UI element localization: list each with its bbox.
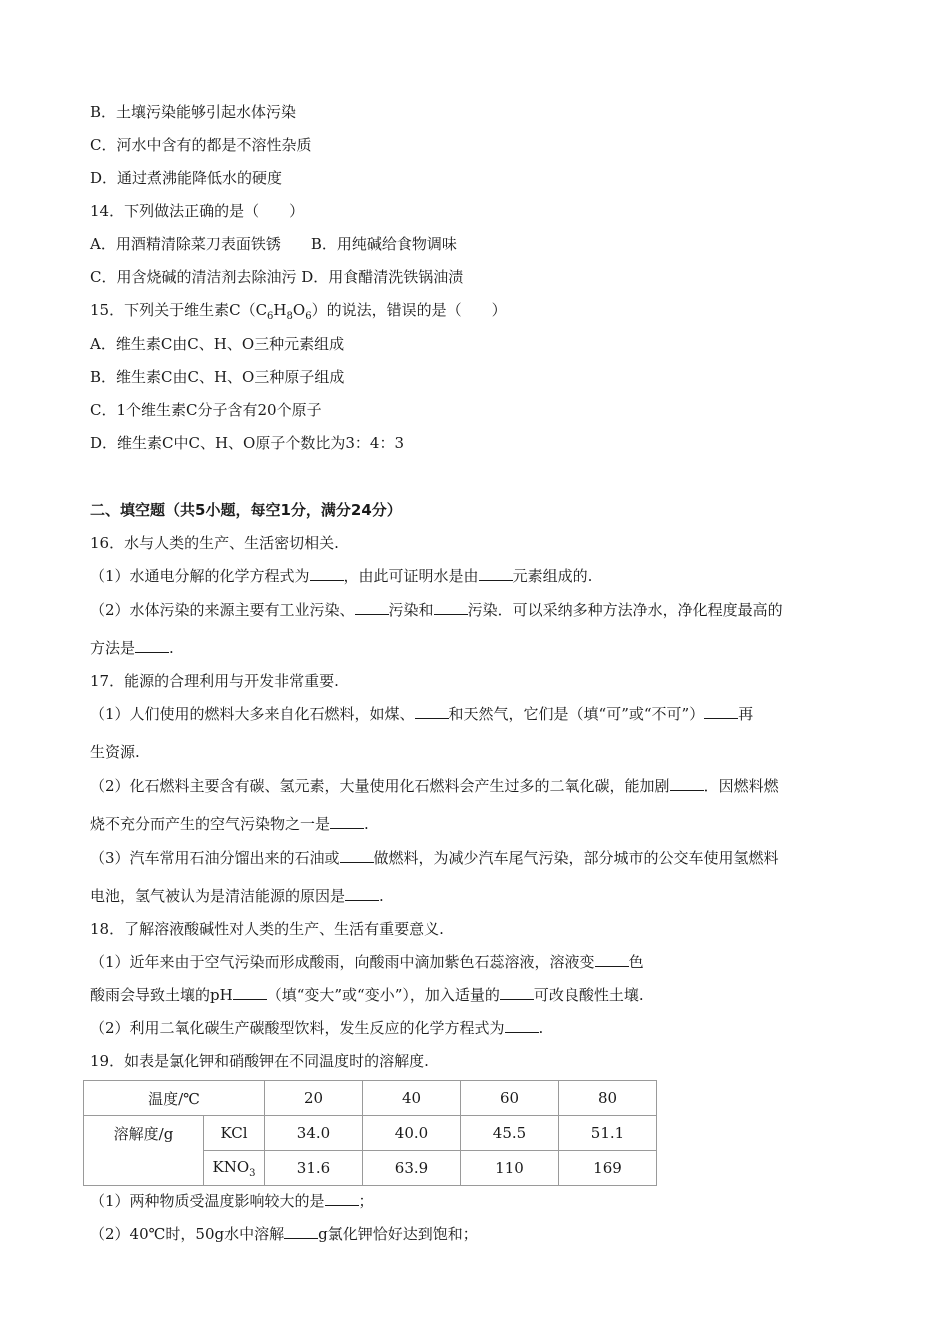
table-row-label-kno3: [204, 1151, 265, 1186]
q15-sub-h: 8: [286, 311, 293, 322]
kno3-text: KNO: [212, 1157, 250, 1176]
kno3-sub: 3: [249, 1167, 256, 1179]
answer-blank[interactable]: [704, 704, 738, 719]
table-cell: 20: [265, 1081, 363, 1116]
q17-2-text-c: 烧不充分而产生的空气污染物之一是: [90, 815, 331, 833]
option-d-boil: D．通过煮沸能降低水的硬度: [90, 169, 283, 187]
section-2-heading: 二、填空题（共5小题，每空1分，满分24分）: [90, 501, 402, 519]
answer-blank[interactable]: [310, 566, 344, 581]
question-16: 16．水与人类的生产、生活密切相关.: [90, 534, 339, 552]
q16-1-text-c: 元素组成的.: [512, 567, 593, 585]
q16-2-text-a: （2）水体污染的来源主要有工业污染、: [90, 601, 355, 619]
answer-blank[interactable]: [595, 952, 629, 967]
question-17-part-3-cont: [90, 886, 384, 906]
q17-1-text-a: （1）人们使用的燃料大多来自化石燃料，如煤、: [90, 705, 415, 723]
answer-blank[interactable]: [330, 814, 364, 829]
question-15-option-d: D．维生素C中C、H、O原子个数比为3：4：3: [90, 434, 404, 452]
question-19-part-2: [90, 1224, 478, 1244]
question-15-option-c: C．1个维生素C分子含有20个原子: [90, 401, 322, 419]
table-cell: 31.6: [265, 1151, 363, 1186]
question-17-part-1-cont: 生资源.: [90, 743, 140, 761]
question-17-part-1: [90, 704, 753, 724]
q19-1-text-a: （1）两种物质受温度影响较大的是: [90, 1192, 325, 1210]
q18-1-text-e: 可改良酸性土壤.: [533, 986, 644, 1004]
q18-1-text-a: （1）近年来由于空气污染而形成酸雨，向酸雨中滴加紫色石蕊溶液，溶液变: [90, 953, 595, 971]
question-17-part-2-cont: [90, 814, 369, 834]
q15-sub-c: 6: [267, 311, 274, 322]
q17-1-text-c: 再: [738, 705, 754, 723]
q17-3-text-c: 电池，氢气被认为是清洁能源的原因是: [90, 887, 346, 905]
q19-2-text-a: （2）40℃时，50g水中溶解: [90, 1225, 285, 1243]
question-19-part-1: [90, 1191, 374, 1211]
solubility-table: [83, 1080, 657, 1186]
question-15: [90, 300, 507, 327]
table-cell: 45.5: [461, 1116, 559, 1151]
answer-blank[interactable]: [340, 848, 374, 863]
question-19: 19．如表是氯化钾和硝酸钾在不同温度时的溶解度.: [90, 1052, 429, 1070]
table-row: [84, 1081, 657, 1116]
q15-text-o: O: [292, 301, 306, 319]
question-16-part-2: [90, 600, 783, 620]
table-cell: 110: [461, 1151, 559, 1186]
question-14-options-ab: A．用酒精清除菜刀表面铁锈 B．用纯碱给食物调味: [90, 235, 457, 253]
q17-1-text-b: 和天然气，它们是（填“可”或“不可”）: [448, 705, 705, 723]
question-15-option-a: A．维生素C由C、H、O三种元素组成: [90, 335, 345, 353]
table-cell: 80: [559, 1081, 657, 1116]
q16-1-text-a: （1）水通电分解的化学方程式为: [90, 567, 310, 585]
answer-blank[interactable]: [670, 776, 704, 791]
answer-blank[interactable]: [355, 600, 389, 615]
q19-2-text-b: g氯化钾恰好达到饱和；: [318, 1225, 478, 1243]
answer-blank[interactable]: [345, 886, 379, 901]
table-header-temp: 温度/℃: [84, 1081, 265, 1116]
table-cell: 63.9: [363, 1151, 461, 1186]
q16-1-text-b: ，由此可证明水是由: [343, 567, 479, 585]
q18-2-text-b: .: [538, 1019, 544, 1037]
q15-text-post: ）的说法，错误的是（ ）: [311, 301, 507, 319]
answer-blank[interactable]: [500, 985, 534, 1000]
answer-blank[interactable]: [505, 1018, 539, 1033]
option-b-soil: B．土壤污染能够引起水体污染: [90, 103, 297, 121]
q15-text-pre: 15．下列关于维生素C（C: [90, 301, 268, 319]
question-16-part-1: [90, 566, 592, 586]
answer-blank[interactable]: [415, 704, 449, 719]
answer-blank[interactable]: [233, 985, 267, 1000]
q15-sub-o: 6: [305, 311, 312, 322]
q17-2-text-a: （2）化石燃料主要含有碳、氢元素，大量使用化石燃料会产生过多的二氧化碳，能加剧: [90, 777, 670, 795]
table-cell: 34.0: [265, 1116, 363, 1151]
q16-2-text-d: 方法是: [90, 639, 136, 657]
q17-3-text-d: .: [379, 887, 384, 905]
table-cell: 51.1: [559, 1116, 657, 1151]
question-18-part-2: [90, 1018, 543, 1038]
table-row: [84, 1116, 657, 1151]
table-header-solubility: [84, 1116, 204, 1186]
table-cell: 169: [559, 1151, 657, 1186]
answer-blank[interactable]: [479, 566, 513, 581]
q18-1-text-b: 色: [628, 953, 644, 971]
answer-blank[interactable]: [135, 638, 169, 653]
q18-1-text-c: 酸雨会导致土壤的pH: [90, 986, 233, 1004]
answer-blank[interactable]: [325, 1191, 359, 1206]
q18-1-text-d: （填“变大”或“变小”），加入适量的: [266, 986, 500, 1004]
q16-2-text-e: .: [169, 639, 174, 657]
question-16-part-2-cont: [90, 638, 174, 658]
q18-2-text-a: （2）利用二氧化碳生产碳酸型饮料，发生反应的化学方程式为: [90, 1019, 505, 1037]
q15-text-h: H: [273, 301, 287, 319]
q17-2-text-b: ．因燃料燃: [703, 777, 779, 795]
option-c-river: C．河水中含有的都是不溶性杂质: [90, 136, 312, 154]
q17-3-text-a: （3）汽车常用石油分馏出来的石油或: [90, 849, 340, 867]
question-18-part-1: [90, 952, 644, 972]
answer-blank[interactable]: [434, 600, 468, 615]
table-cell: 60: [461, 1081, 559, 1116]
q19-1-text-b: ；: [358, 1192, 374, 1210]
question-15-option-b: B．维生素C由C、H、O三种原子组成: [90, 368, 345, 386]
table-row-label-kcl: KCl: [204, 1116, 265, 1151]
q16-2-text-b: 污染和: [388, 601, 434, 619]
question-17-part-3: [90, 848, 779, 868]
q16-2-text-c: 污染．可以采纳多种方法净水，净化程度最高的: [467, 601, 783, 619]
question-18: 18．了解溶液酸碱性对人类的生产、生活有重要意义.: [90, 920, 444, 938]
table-cell: 40.0: [363, 1116, 461, 1151]
q17-3-text-b: 做燃料，为减少汽车尾气污染，部分城市的公交车使用氢燃料: [373, 849, 779, 867]
question-14: 14．下列做法正确的是（ ）: [90, 202, 305, 220]
solubility-label: 溶解度/g: [113, 1125, 174, 1143]
question-14-options-cd: C．用含烧碱的清洁剂去除油污 D．用食醋清洗铁锅油渍: [90, 268, 464, 286]
q17-2-text-d: .: [364, 815, 369, 833]
answer-blank[interactable]: [284, 1224, 318, 1239]
question-17-part-2: [90, 776, 779, 796]
question-18-part-1-cont: [90, 985, 644, 1005]
question-17: 17．能源的合理利用与开发非常重要.: [90, 672, 339, 690]
table-cell: 40: [363, 1081, 461, 1116]
